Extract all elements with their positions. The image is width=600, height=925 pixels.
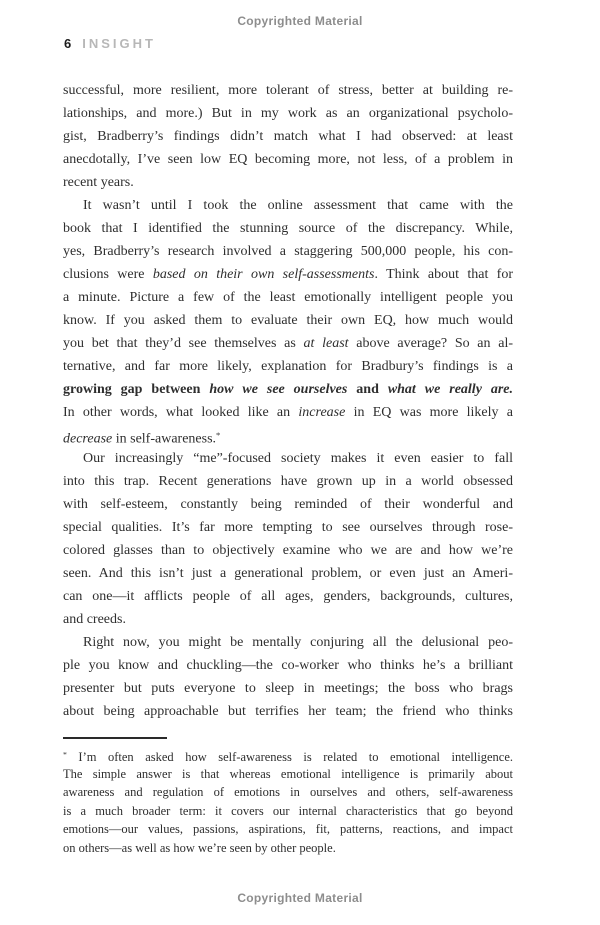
paragraph-2: It wasn’t until I took the online assessment that came with the book that I identified the stunning source of the discrepancy. While, yes, Bradberry’s research involved a staggering 500,000 people, his con- clusions were based on their own self-assessments. Think about that for a minute. Picture a few of the least emotionally intelligent people you know. If you asked them to evaluate their own EQ, how much would you bet that they’d see themselves as at least above average? So an al- ternative, and far more likely, explanation for Bradbury’s findings is a growing gap between how we see ourselves and what we really are. In other words, what looked like an increase in EQ was more likely a decrease in self-awareness.* bbox=[63, 198, 513, 447]
footnote-text: * I’m often asked how self-awareness is related to emotional intelligence. The simple answer is that whereas emotional intelligence is primarily about awareness and regulation of emotions in ourselves and others, self-awareness is a much broader term: it covers our internal characteristics that go beyond emotions—our values, passions, aspirations, fit, patterns, reactions, and impact on others—as well as how we’re seen by other people. bbox=[63, 749, 513, 855]
paragraph-4: Right now, you might be mentally conjuring all the delusional peo- ple you know and chuckling—the co-worker who thinks he’s a brilliant presenter but puts everyone to sleep in meetings; the boss who brags about being approachable but terrifies her team; the friend who thinks bbox=[63, 635, 513, 719]
copyright-watermark-top: Copyrighted Material bbox=[237, 14, 363, 28]
page-number: 6 bbox=[64, 36, 72, 51]
running-header bbox=[64, 36, 156, 51]
paragraph-3: Our increasingly “me”-focused society makes it even easier to fall into this trap. Recent generations have grown up in a world obsessed with self-esteem, constantly being reminded of their wonderful and special qualities. It’s far more tempting to see ourselves through rose- colored glasses than to objectively examine who we are and how we’re seen. And this isn’t just a generational problem, or even just an Ameri- can one—it afflicts people of all ages, genders, backgrounds, cultures, and creeds. bbox=[63, 451, 513, 627]
footnote-divider bbox=[63, 737, 167, 739]
copyright-watermark-bottom: Copyrighted Material bbox=[237, 891, 363, 905]
body-text bbox=[63, 79, 513, 723]
paragraph-1: successful, more resilient, more tolerant of stress, better at building re- lationships, and more.) But in my work as an organizational psycholo- gist, Bradberry’s findings didn’t match what I had observed: at least anecdotally, I’ve seen low EQ becoming more, not less, of a problem in recent years. bbox=[63, 83, 513, 190]
running-head-title: INSIGHT bbox=[82, 36, 156, 51]
